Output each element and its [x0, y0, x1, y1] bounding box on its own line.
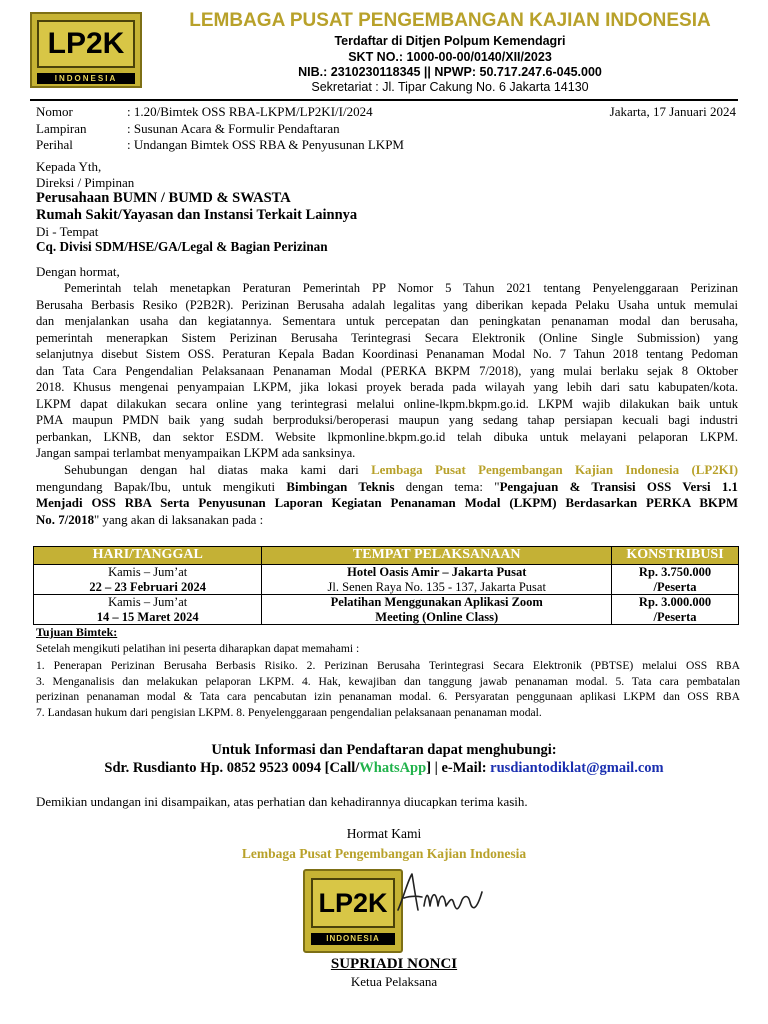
fee-amount: Rp. 3.750.000 [638, 565, 712, 579]
goals-line: perizinan penanaman modal & Tata cara pencabutan izin penanaman modal. 6. Persyaratan penggunaan aplikasi LKPM dan OSS RBA [36, 690, 740, 703]
signer-role: Ketua Pelaksana [350, 974, 438, 989]
cell-day [34, 565, 262, 595]
goals-title: Tujuan Bimtek: [36, 625, 118, 639]
para2-line [36, 512, 738, 529]
para1-line: LKPM dapat dilakukan secara online yang terintegrasi melalui online-lkpm.bkpm.go.id. LKPM wajib dilakukan baik untuk [36, 396, 738, 411]
logo-subtitle: INDONESIA [37, 73, 135, 84]
goals-line: 3. Menganalisis dan melakukan pelaporan LKPM. 4. Hak, kewajiban dan tanggung jawab penanaman modal. 5. Tata cara pembatalan [36, 674, 740, 688]
para2-line [36, 462, 738, 479]
para1-line: dan menjalankan usaha dan kegiatannya. Sementara untuk percepatan dan peningkatan penanaman modal dan berusaha, [36, 314, 738, 328]
table-row [34, 565, 739, 595]
recipient-cq: Cq. Divisi SDM/HSE/GA/Legal & Bagian Perizinan [36, 239, 328, 254]
recipient-title: Direksi / Pimpinan [36, 175, 135, 190]
place-title: Hotel Oasis Amir – Jakarta Pusat [347, 565, 527, 579]
day-text: Kamis – Jum’at [108, 595, 188, 609]
header-fee: KONSTRIBUSI [612, 547, 739, 565]
para2-org-name: Lembaga Pusat Pengembangan Kajian Indonesia (LP2KI) [371, 463, 738, 477]
handwritten-signature [392, 866, 492, 926]
para2-text: mengundang Bapak/Ibu, untuk mengikuti [36, 479, 287, 494]
date-text: 22 – 23 Februari 2024 [89, 579, 207, 594]
para2-theme: Menjadi OSS RBA Serta Penyusunan Laporan Kegiatan Penanaman Modal (LKPM) Berdasarkan PERKA BKPM [36, 496, 738, 510]
regards: Hormat Kami [346, 826, 422, 841]
para2-bimtek: Bimbingan Teknis [286, 479, 395, 494]
para2-text: Sehubungan dengan hal diatas maka kami dari [64, 463, 372, 477]
para1-line: perbankan, LKNB, dan sektor ESDM. Website lkpmonline.bkpm.go.id telah dibuka untuk melayani pelaporan LKPM. [36, 429, 738, 444]
para1-line: Pemerintah telah menetapkan Peraturan Pemerintah PP Nomor 5 Tahun 2021 tentang Penyelenggaraan Perizinan [64, 281, 738, 295]
para2-theme: Pengajuan & Transisi OSS Versi 1.1 [499, 479, 738, 494]
salutation: Dengan hormat, [36, 264, 120, 279]
para1-line: PMA maupun PMDN baik yang sudah berproduksi/beroperasi maupun yang sedang tahap persiapan kecuali bagi industri [36, 413, 738, 427]
whatsapp-link[interactable]: WhatsApp [359, 760, 427, 776]
para1-line: Jangan sampai terlambat menyampaikan LKPM ada sanksinya. [36, 446, 356, 460]
signature-logo [303, 869, 403, 953]
fee-amount: Rp. 3.000.000 [638, 595, 712, 609]
header-divider [30, 99, 738, 101]
closing-org: Lembaga Pusat Pengembangan Kajian Indonesia [241, 846, 527, 861]
cell-fee [612, 595, 739, 625]
recipient-greeting: Kepada Yth, [36, 159, 102, 174]
recipient-company: Perusahaan BUMN / BUMD & SWASTA [36, 190, 291, 206]
recipient-institutions: Rumah Sakit/Yayasan dan Instansi Terkait Lainnya [36, 207, 358, 223]
contact-heading: Untuk Informasi dan Pendaftaran dapat menghubungi: [211, 742, 557, 758]
para2-text: dengan tema: " [394, 479, 500, 494]
day-text: Kamis – Jum’at [108, 565, 188, 579]
contact-sep: ] | e-Mail: [426, 760, 491, 776]
cell-day [34, 595, 262, 625]
para2-text: " yang akan di laksanakan pada : [94, 512, 264, 527]
fee-unit: /Peserta [653, 609, 697, 624]
para1-line: 2018. Khusus mengenai penyampaian LKPM, jika lokasi proyek berada pada wilayah yang lebih dari satu kabupaten/kota. [36, 380, 738, 394]
goals-intro: Setelah mengikuti pelatihan ini peserta diharapkan dapat memahami : [36, 642, 360, 655]
contact-line [0, 760, 768, 777]
contact-phone: Sdr. Rusdianto Hp. 0852 9523 0094 [Call/ [104, 760, 360, 776]
nomor-value: : 1.20/Bimtek OSS RBA-LKPM/LP2KI/I/2024 [127, 104, 373, 119]
signature-logo-emblem [311, 878, 395, 928]
cell-fee [612, 565, 739, 595]
closing-text: Demikian undangan ini disampaikan, atas perhatian dan kehadirannya diucapkan terima kasih. [36, 794, 528, 809]
logo-emblem [37, 20, 135, 68]
lampiran-value: : Susunan Acara & Formulir Pendaftaran [127, 121, 340, 136]
goals-line: 1. Penerapan Perizinan Berusaha Berbasis Risiko. 2. Perizinan Berusaha Terintegrasi Secara Elektronik (PBTSE) melalui OSS RBA [36, 659, 740, 672]
table-row [34, 595, 739, 625]
para2-line [36, 479, 738, 496]
header-day: HARI/TANGGAL [34, 547, 262, 565]
organization-logo [30, 12, 142, 88]
nib-npwp: NIB.: 2310230118345 || NPWP: 50.717.247.6-045.000 [298, 65, 602, 79]
para1-line: dan Tata Cara Pengendalian Pelaksanaan Penanaman Modal (PERKA BKPM 7/2018), yang mulai berlaku sejak 8 Oktober [36, 363, 738, 378]
place-title: Pelatihan Menggunakan Aplikasi Zoom [330, 595, 543, 609]
place-address: Jl. Senen Raya No. 135 - 137, Jakarta Pusat [327, 579, 546, 594]
signature-logo-subtitle: INDONESIA [311, 933, 395, 945]
paragraph-intro [36, 280, 738, 462]
recipient-place: Di - Tempat [36, 224, 99, 239]
para2-line [36, 495, 738, 512]
date-text: 14 – 15 Maret 2024 [96, 609, 199, 624]
skt-number: SKT NO.: 1000-00-00/0140/XII/2023 [348, 50, 552, 64]
cell-place [262, 565, 612, 595]
perihal-value: : Undangan Bimtek OSS RBA & Penyusunan LKPM [127, 137, 404, 152]
secretariat-address: Sekretariat : Jl. Tipar Cakung No. 6 Jakarta 14130 [311, 80, 589, 94]
perihal-label: Perihal [36, 137, 73, 152]
fee-unit: /Peserta [653, 579, 697, 594]
para1-line: Berusaha Berbasis Resiko (P2B2R). Perizinan Berusaha adalah legalitas yang diberikan kepada Pelaku Usaha untuk memulai [36, 297, 738, 312]
header-place: TEMPAT PELAKSANAAN [262, 547, 612, 565]
paragraph-invitation [36, 462, 738, 528]
goals-list [36, 658, 740, 720]
registration-line: Terdaftar di Ditjen Polpum Kemendagri [334, 34, 566, 48]
table-header-row [34, 547, 739, 565]
cell-place [262, 595, 612, 625]
logo-text: LP2K [47, 27, 125, 60]
email-link[interactable]: rusdiantodiklat@gmail.com [490, 760, 664, 776]
organization-name: LEMBAGA PUSAT PENGEMBANGAN KAJIAN INDONESIA [189, 10, 711, 31]
letter-date: Jakarta, 17 Januari 2024 [609, 104, 736, 119]
signer-name: SUPRIADI NONCI [330, 956, 458, 972]
place-subtitle: Meeting (Online Class) [375, 609, 499, 624]
goals-line: 7. Landasan hukum dari pengisian LKPM. 8. Penyelenggaraan pengendalian pelaksanaan penanaman modal. [36, 705, 542, 719]
schedule-table [33, 546, 739, 625]
lampiran-label: Lampiran [36, 121, 87, 136]
nomor-label: Nomor [36, 104, 73, 119]
para1-line: selanjutnya disebut Sistem OSS. Peraturan Kepala Badan Koordinasi Penanaman Modal No. 7 Tahun 2018 tentang Pedoman [36, 347, 738, 361]
para2-theme: No. 7/2018 [36, 512, 95, 527]
signature-logo-text: LP2K [318, 887, 388, 918]
para1-line: pemerintah menerapkan Sistem Perizinan Berusaha Terintegrasi Secara Elektronik (Online Single Submission) yang [36, 330, 738, 345]
